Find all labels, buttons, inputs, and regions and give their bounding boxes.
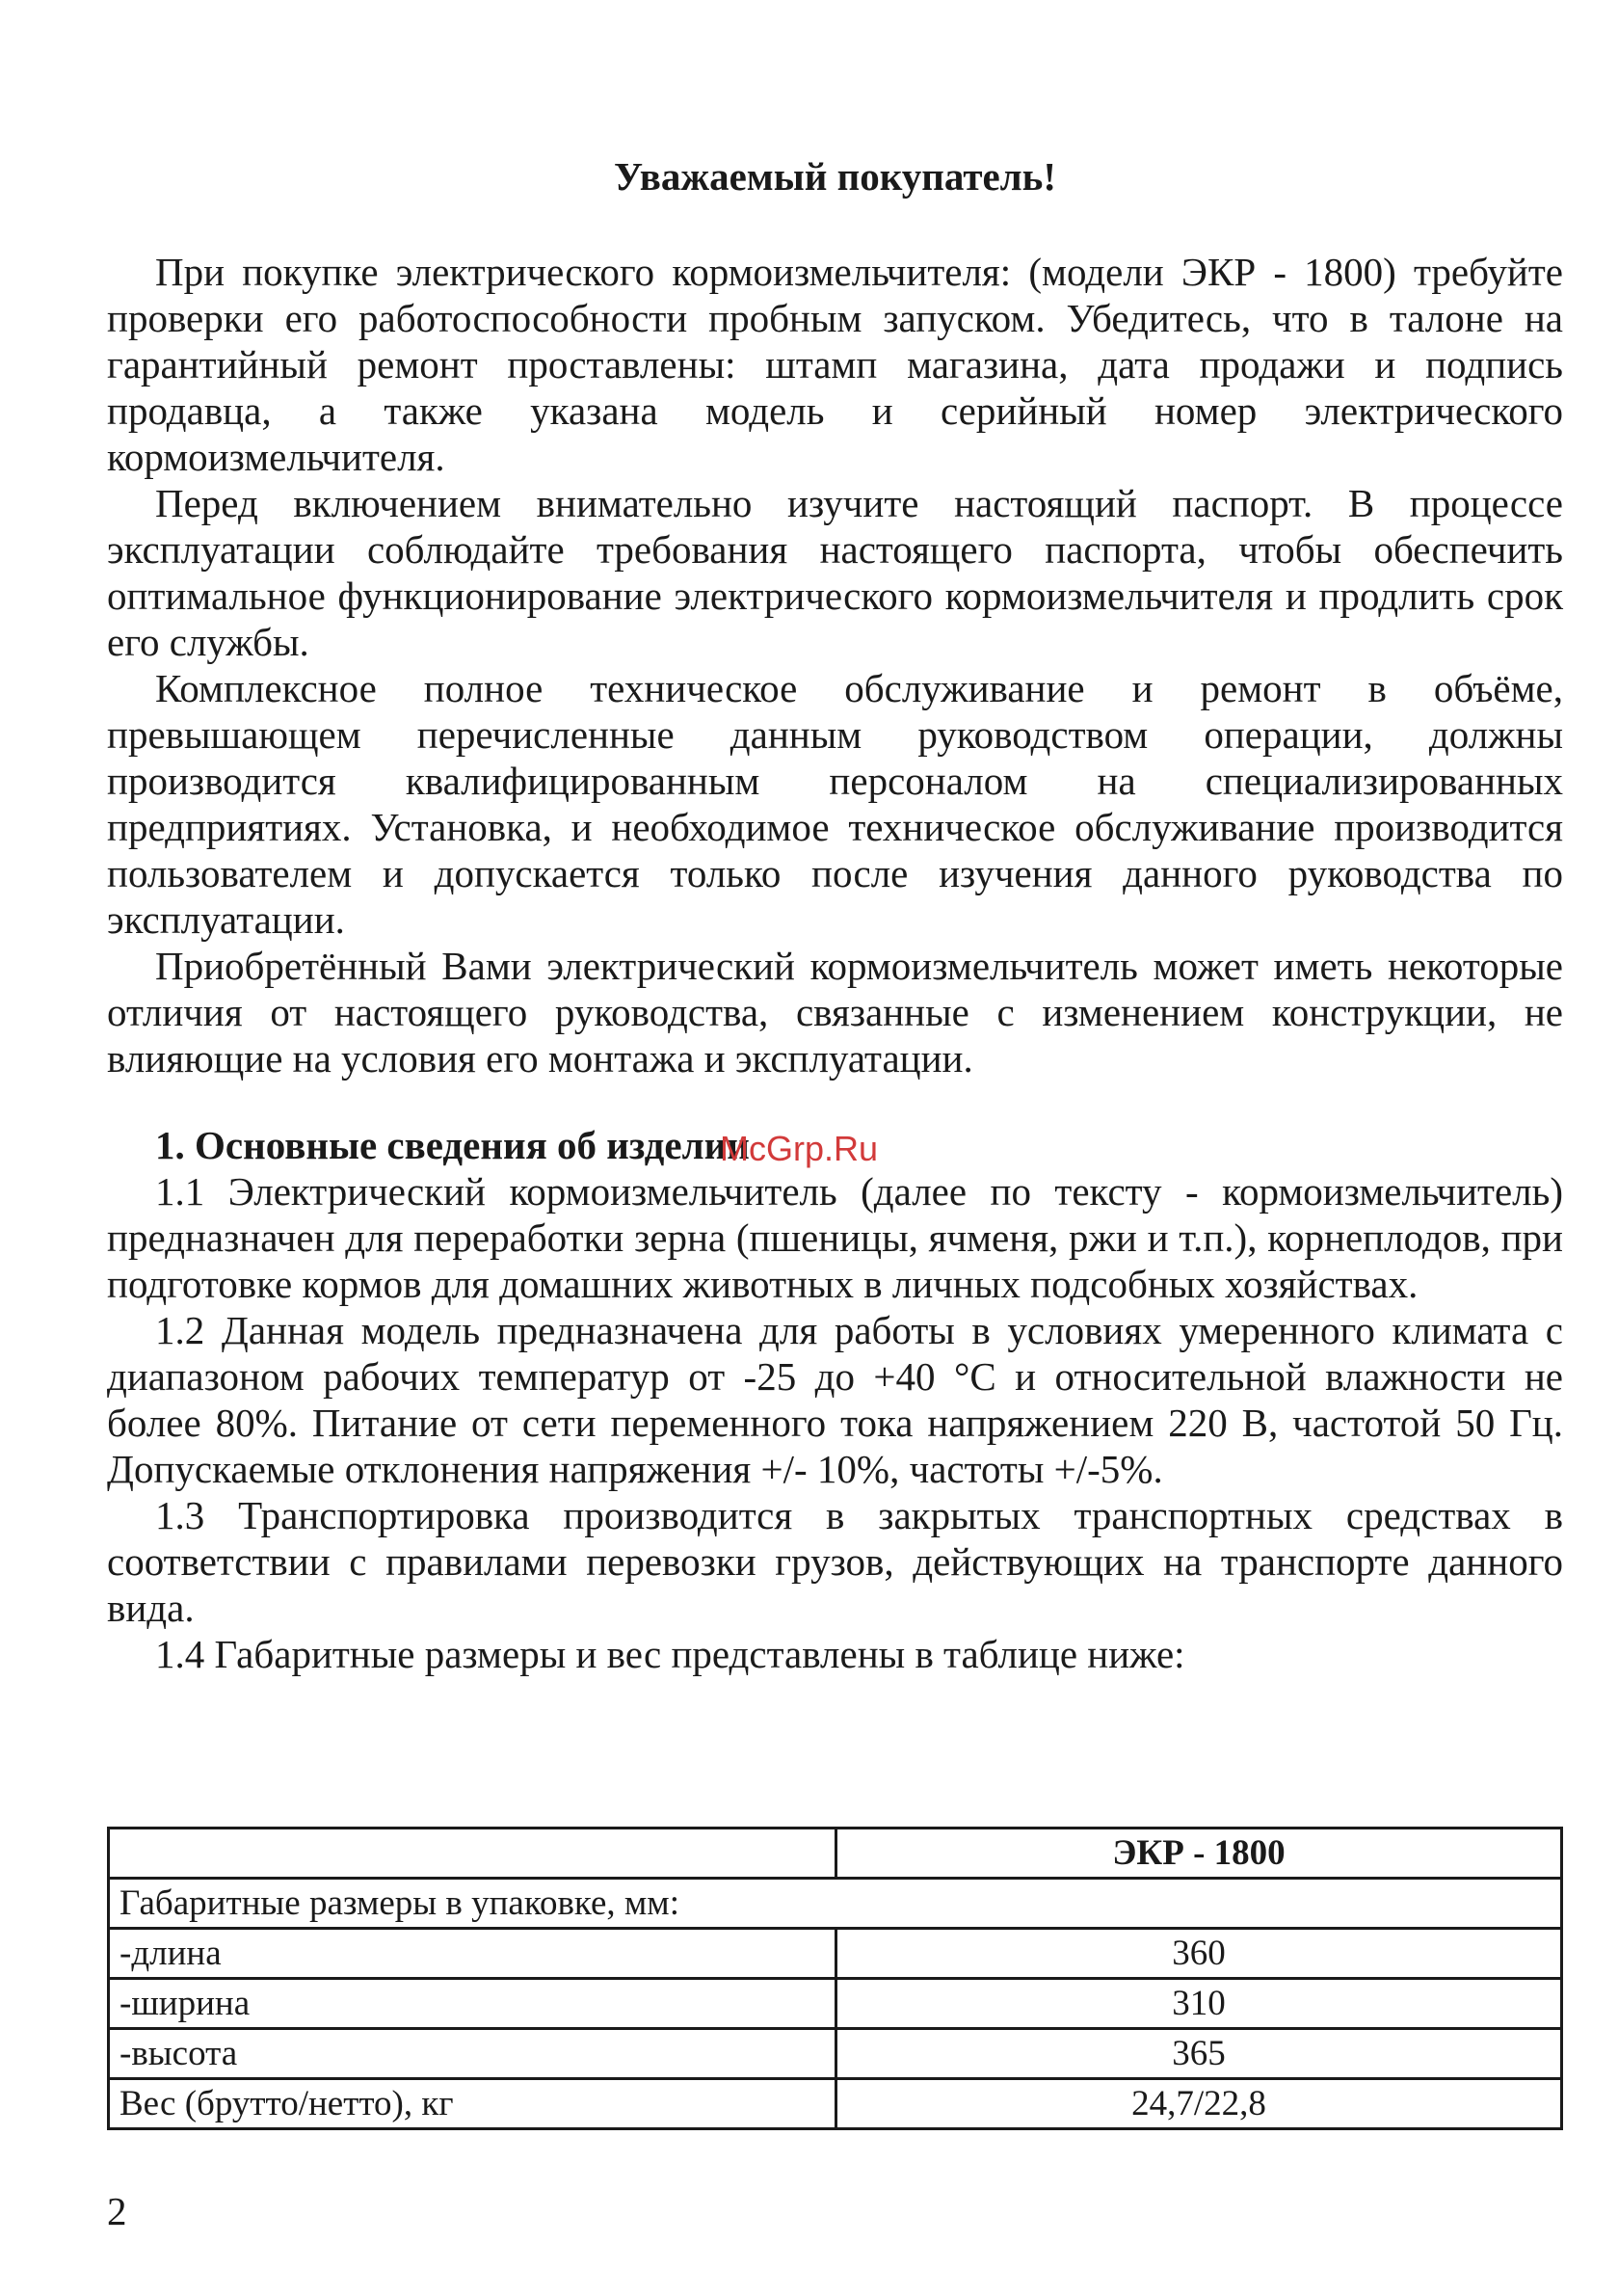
table-cell-value: 365	[836, 2029, 1562, 2079]
table-row	[109, 2029, 1562, 2079]
intro-section	[107, 249, 1563, 1081]
table-cell-label: -ширина	[109, 1979, 836, 2029]
table-header-row	[109, 1829, 1562, 1879]
section-1	[107, 1122, 1563, 1677]
table-row	[109, 1929, 1562, 1979]
table-cell-label: Вес (брутто/нетто), кг	[109, 2079, 836, 2129]
table-header-cell	[109, 1829, 836, 1879]
intro-paragraph-4: Приобретённый Вами электрический кормоизмельчитель может иметь некоторые отличия от настоящего руководства, связанные с изменением конструкции, не влияющие на условия его монтажа и эксплуатации.	[107, 944, 1563, 1081]
table-row	[109, 1979, 1562, 2029]
intro-paragraph-1: При покупке электрического кормоизмельчителя: (модели ЭКР - 1800) требуйте проверки его работоспособности пробным запуском. Убедитесь, что в талоне на гарантийный ремонт проставлены: штамп магазина, дата продажи и подпись продавца, а также указана модель и серийный номер электрического кормоизмельчителя.	[107, 250, 1563, 479]
page-number: 2	[107, 2189, 127, 2233]
table-header-model: ЭКР - 1800	[836, 1829, 1562, 1879]
table-cell-value: 24,7/22,8	[836, 2079, 1562, 2129]
section-paragraph-1-4: 1.4 Габаритные размеры и вес представлены в таблице ниже:	[155, 1632, 1185, 1676]
table-cell-value: 360	[836, 1929, 1562, 1979]
section-heading	[107, 1122, 1563, 1168]
section-heading-text: 1. Основные сведения об изделии	[155, 1123, 750, 1167]
table-group-label: Габаритные размеры в упаковке, мм:	[109, 1879, 1562, 1929]
page-title: Уважаемый покупатель!	[613, 154, 1056, 199]
dimensions-table	[107, 1827, 1563, 2130]
section-paragraph-1-2: 1.2 Данная модель предназначена для работы в условиях умеренного климата с диапазоном рабочих температур от -25 до +40 °С и относительной влажности не более 80%. Питание от сети переменного тока напряжением 220 В, частотой 50 Гц. Допускаемые отклонения напряжения +/- 10%, частоты +/-5%.	[107, 1308, 1563, 1491]
section-paragraph-1-1: 1.1 Электрический кормоизмельчитель (далее по тексту - кормоизмельчитель) предназначен для переработки зерна (пшеницы, ячменя, ржи и т.п.), корнеплодов, при подготовке кормов для домашних животных в личных подсобных хозяйствах.	[107, 1169, 1563, 1306]
table-cell-label: -высота	[109, 2029, 836, 2079]
table-cell-label: -длина	[109, 1929, 836, 1979]
intro-paragraph-3: Комплексное полное техническое обслуживание и ремонт в объёме, превышающем перечисленные данным руководством операции, должны производится квалифицированным персоналом на специализированных предприятиях. Установка, и необходимое техническое обслуживание производится пользователем и допускается только после изучения данного руководства по эксплуатации.	[107, 666, 1563, 942]
table-cell-value: 310	[836, 1979, 1562, 2029]
intro-paragraph-2: Перед включением внимательно изучите настоящий паспорт. В процессе эксплуатации соблюдайте требования настоящего паспорта, чтобы обеспечить оптимальное функционирование электрического кормоизмельчителя и продлить срок его службы.	[107, 481, 1563, 664]
table-group-row	[109, 1879, 1562, 1929]
table-row	[109, 2079, 1562, 2129]
section-paragraph-1-3: 1.3 Транспортировка производится в закрытых транспортных средствах в соответствии с правилами перевозки грузов, действующих на транспорте данного вида.	[107, 1493, 1563, 1630]
watermark: McGrp.Ru	[720, 1129, 879, 1168]
